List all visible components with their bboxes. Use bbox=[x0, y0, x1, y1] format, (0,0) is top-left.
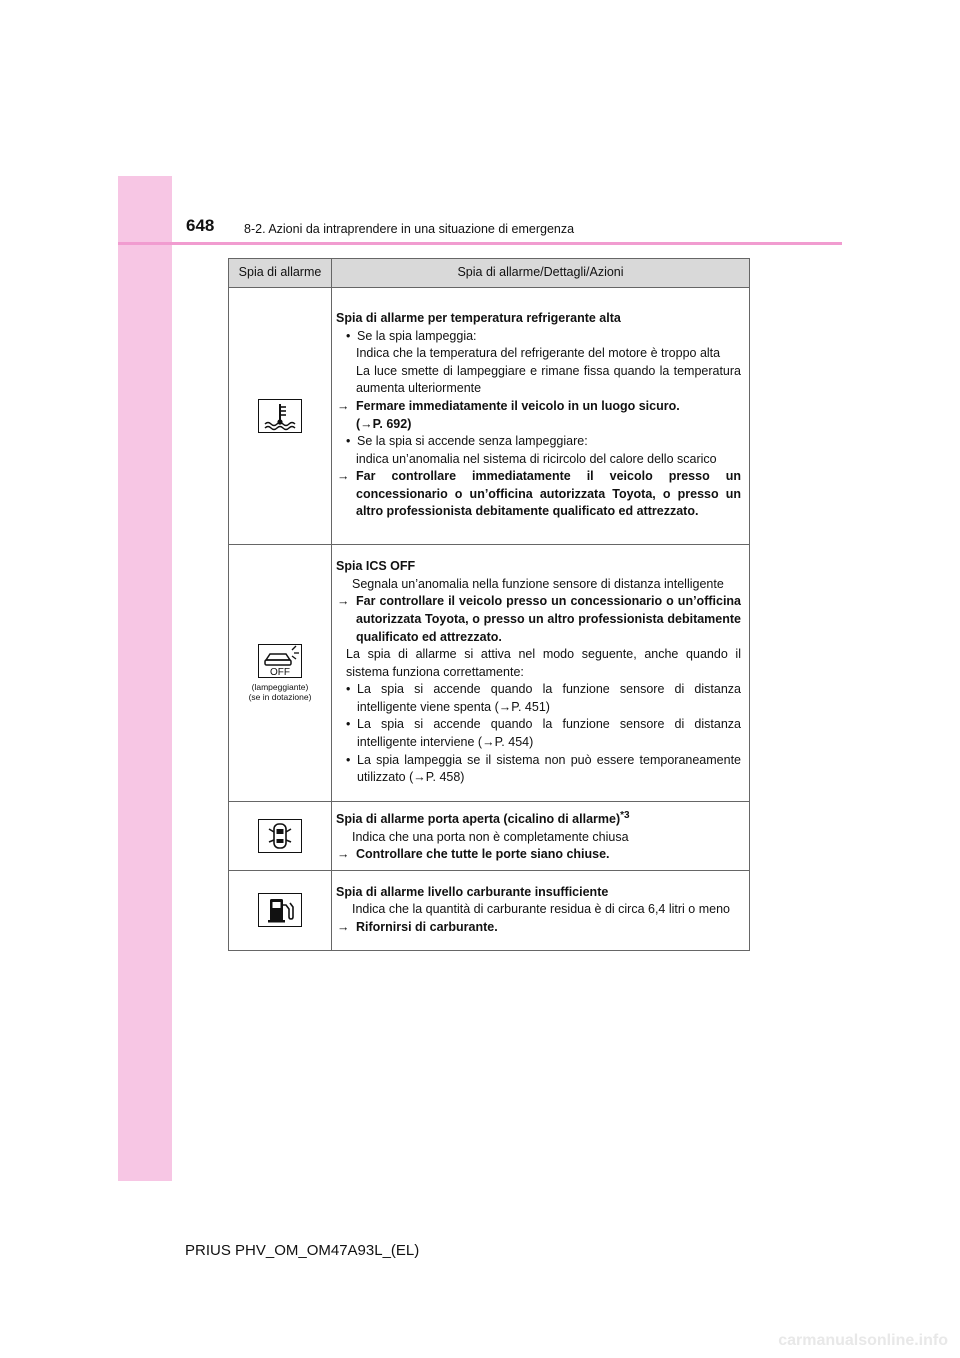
action-text: → Fermare immediatamente il veicolo in un luogo sicuro. bbox=[336, 398, 741, 416]
door-open-icon bbox=[258, 819, 302, 853]
header-rule bbox=[118, 242, 842, 245]
detail-text: La luce smette di lampeggiare e rimane fissa quando la temperatura aumenta ulteriormente bbox=[356, 363, 741, 396]
bullet-text: • La spia si accende quando la funzione sensore di distanza intelligente interviene (→P. 454) bbox=[336, 716, 741, 751]
column-header-warning-light: Spia di allarme bbox=[229, 259, 332, 288]
footer-model-code: PRIUS PHV_OM_OM47A93L_(EL) bbox=[185, 1242, 420, 1259]
footer-credit: carmanualsonline.info bbox=[778, 1332, 948, 1349]
bullet-text: • La spia lampeggia se il sistema non può essere temporaneamente utilizzato (→P. 458) bbox=[336, 752, 741, 787]
detail-text: Indica che la temperatura del refrigerante del motore è troppo alta bbox=[356, 346, 721, 361]
bullet-text: • Se la spia si accende senza lampeggiare: bbox=[336, 433, 741, 451]
icon-cell bbox=[229, 802, 332, 871]
column-header-details: Spia di allarme/Dettagli/Azioni bbox=[332, 259, 750, 288]
ics-off-icon bbox=[258, 644, 302, 678]
fuel-pump-icon bbox=[258, 893, 302, 927]
table-row bbox=[229, 288, 750, 545]
warning-title: Spia di allarme per temperatura refrigerante alta bbox=[336, 310, 621, 325]
footnote-mark: *3 bbox=[620, 810, 630, 821]
description-text: Indica che la quantità di carburante residua è di circa 6,4 litri o meno bbox=[352, 902, 730, 917]
bullet-text: • Se la spia lampeggia: bbox=[336, 328, 741, 346]
warning-title: Spia di allarme livello carburante insufficiente bbox=[336, 884, 609, 899]
bullet-text: • La spia si accende quando la funzione sensore di distanza intelligente viene spenta (→P. 451) bbox=[336, 681, 741, 716]
table-header-row bbox=[229, 259, 750, 288]
icon-note: (se in dotazione) bbox=[248, 692, 312, 702]
coolant-temperature-warning-icon bbox=[258, 399, 302, 433]
warning-light-table bbox=[228, 258, 750, 951]
page-number: 648 bbox=[186, 216, 215, 235]
details-cell bbox=[332, 545, 750, 802]
icon-cell bbox=[229, 870, 332, 950]
detail-text: indica un’anomalia nel sistema di ricircolo del calore dello scarico bbox=[356, 451, 717, 466]
description-text: Indica che una porta non è completamente chiusa bbox=[352, 829, 629, 844]
warning-title bbox=[336, 807, 741, 829]
action-text: → Rifornirsi di carburante. bbox=[336, 919, 741, 937]
action-text: → Far controllare immediatamente il veicolo presso un concessionario o un’officina autorizzata Toyota, o presso un altro professionista debitamente qualificato ed attrezzato. bbox=[336, 468, 741, 521]
table-row bbox=[229, 870, 750, 950]
details-cell bbox=[332, 870, 750, 950]
warning-title: Spia ICS OFF bbox=[336, 559, 416, 574]
details-cell bbox=[332, 288, 750, 545]
section-title: 8-2. Azioni da intraprendere in una situazione di emergenza bbox=[244, 222, 575, 236]
table-row bbox=[229, 802, 750, 871]
action-text: → Far controllare il veicolo presso un concessionario o un’officina autorizzata Toyota, o presso un altro professionista debitamente qualificato ed attrezzato. bbox=[336, 593, 741, 646]
details-cell bbox=[332, 802, 750, 871]
icon-note: (lampeggiante) bbox=[251, 682, 309, 692]
action-text: → Controllare che tutte le porte siano chiuse. bbox=[336, 846, 741, 864]
icon-cell bbox=[229, 545, 332, 802]
paragraph-text: La spia di allarme si attiva nel modo seguente, anche quando il sistema funziona correttamente: bbox=[346, 647, 741, 679]
ics-off-label: OFF bbox=[270, 667, 290, 677]
side-tab-band bbox=[118, 176, 172, 1181]
page-reference: (→P. 692) bbox=[356, 416, 412, 431]
warning-title-text: Spia di allarme porta aperta (cicalino di allarme) bbox=[336, 812, 621, 827]
icon-cell bbox=[229, 288, 332, 545]
description-text: Segnala un’anomalia nella funzione sensore di distanza intelligente bbox=[352, 576, 724, 591]
table-row bbox=[229, 545, 750, 802]
